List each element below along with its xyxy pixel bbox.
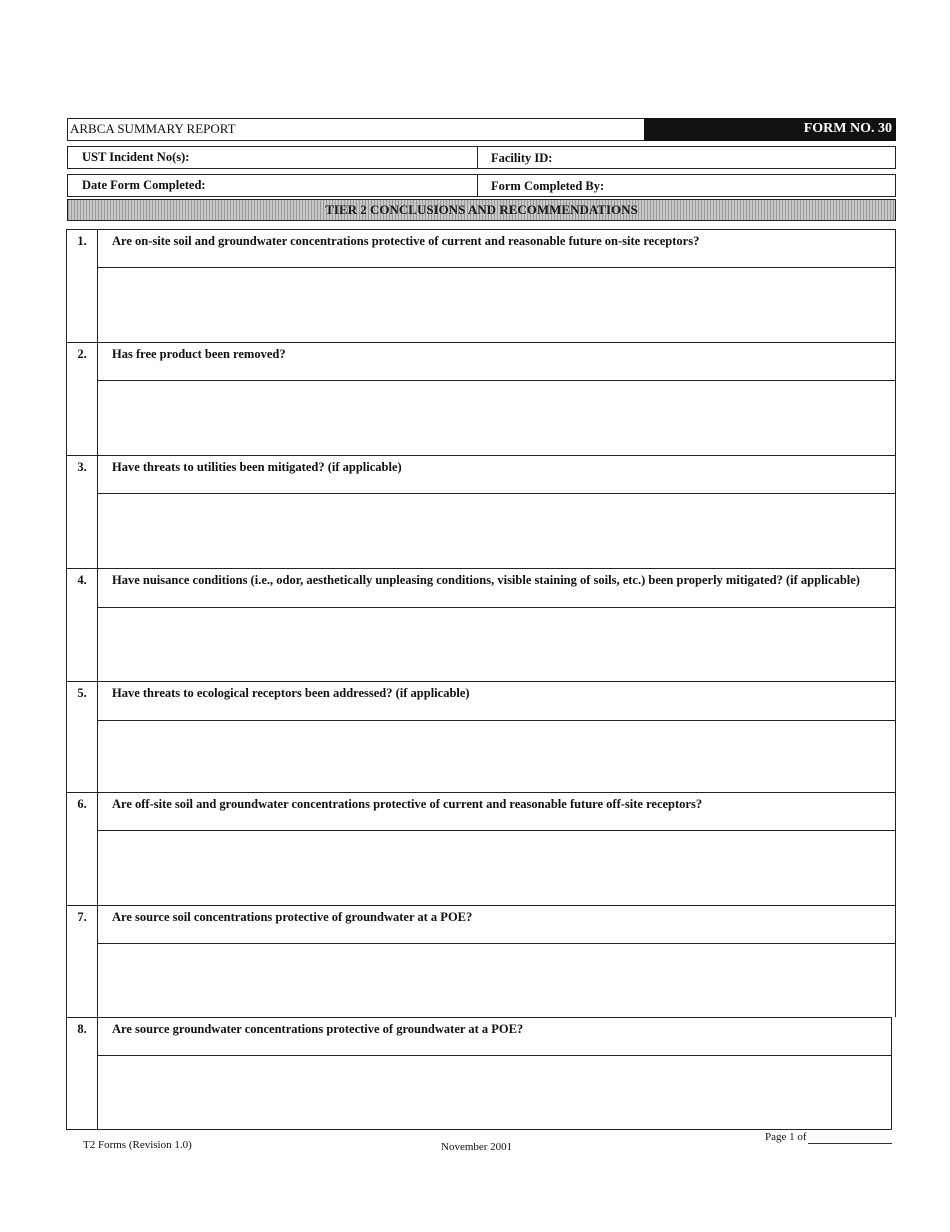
question-number: 4. — [67, 569, 98, 681]
question-block-5 — [66, 681, 896, 792]
section-title: TIER 2 CONCLUSIONS AND RECOMMENDATIONS — [67, 199, 896, 221]
answer-area[interactable] — [98, 831, 895, 905]
footer-page-number: Page 1 of — [765, 1131, 807, 1143]
question-text: Are on-site soil and groundwater concentrations protective of current and reasonable future on-site receptors? — [98, 230, 895, 268]
date-completed-field[interactable]: Date Form Completed: — [68, 175, 478, 196]
question-block-3 — [66, 455, 896, 568]
form-bottom-border — [66, 1129, 892, 1130]
answer-area[interactable] — [98, 268, 895, 342]
question-number: 1. — [67, 230, 98, 342]
question-text: Are off-site soil and groundwater concentrations protective of current and reasonable future off-site receptors? — [98, 793, 895, 831]
question-number: 6. — [67, 793, 98, 905]
answer-area[interactable] — [98, 721, 895, 792]
ust-incident-field[interactable]: UST Incident No(s): — [68, 147, 478, 168]
answer-area[interactable] — [98, 944, 895, 1017]
report-title: ARBCA SUMMARY REPORT — [70, 121, 236, 136]
question-block-7 — [66, 905, 896, 1017]
form-number: FORM NO. 30 — [644, 118, 896, 141]
answer-area[interactable] — [98, 608, 895, 681]
question-text: Have threats to utilities been mitigated? (if applicable) — [98, 456, 895, 494]
question-block-2 — [66, 342, 896, 455]
question-text: Have threats to ecological receptors been addressed? (if applicable) — [98, 682, 895, 721]
question-block-6 — [66, 792, 896, 905]
completed-by-field[interactable]: Form Completed By: — [491, 179, 605, 193]
question-number: 5. — [67, 682, 98, 792]
question-block-1 — [66, 229, 896, 342]
question-number: 7. — [67, 906, 98, 1017]
report-title-row — [67, 118, 896, 141]
question-number: 3. — [67, 456, 98, 568]
question-text: Have nuisance conditions (i.e., odor, aesthetically unpleasing conditions, visible staining of soils, etc.) been properly mitigated? (if applicable) — [98, 569, 895, 608]
question-text: Are source soil concentrations protective of groundwater at a POE? — [98, 906, 895, 944]
incident-facility-row — [67, 146, 896, 169]
answer-area[interactable] — [98, 1056, 891, 1129]
footer-date: November 2001 — [441, 1141, 513, 1153]
answer-area[interactable] — [98, 494, 895, 568]
answer-area[interactable] — [98, 381, 895, 455]
page-total-blank[interactable] — [808, 1143, 892, 1144]
question-block-8 — [66, 1017, 892, 1129]
question-number: 2. — [67, 343, 98, 455]
date-completed-row — [67, 174, 896, 197]
question-text: Has free product been removed? — [98, 343, 895, 381]
question-text: Are source groundwater concentrations protective of groundwater at a POE? — [98, 1018, 891, 1056]
facility-id-field[interactable]: Facility ID: — [491, 151, 553, 165]
question-block-4 — [66, 568, 896, 681]
question-number: 8. — [67, 1018, 98, 1129]
footer-revision: T2 Forms (Revision 1.0) — [83, 1139, 192, 1151]
